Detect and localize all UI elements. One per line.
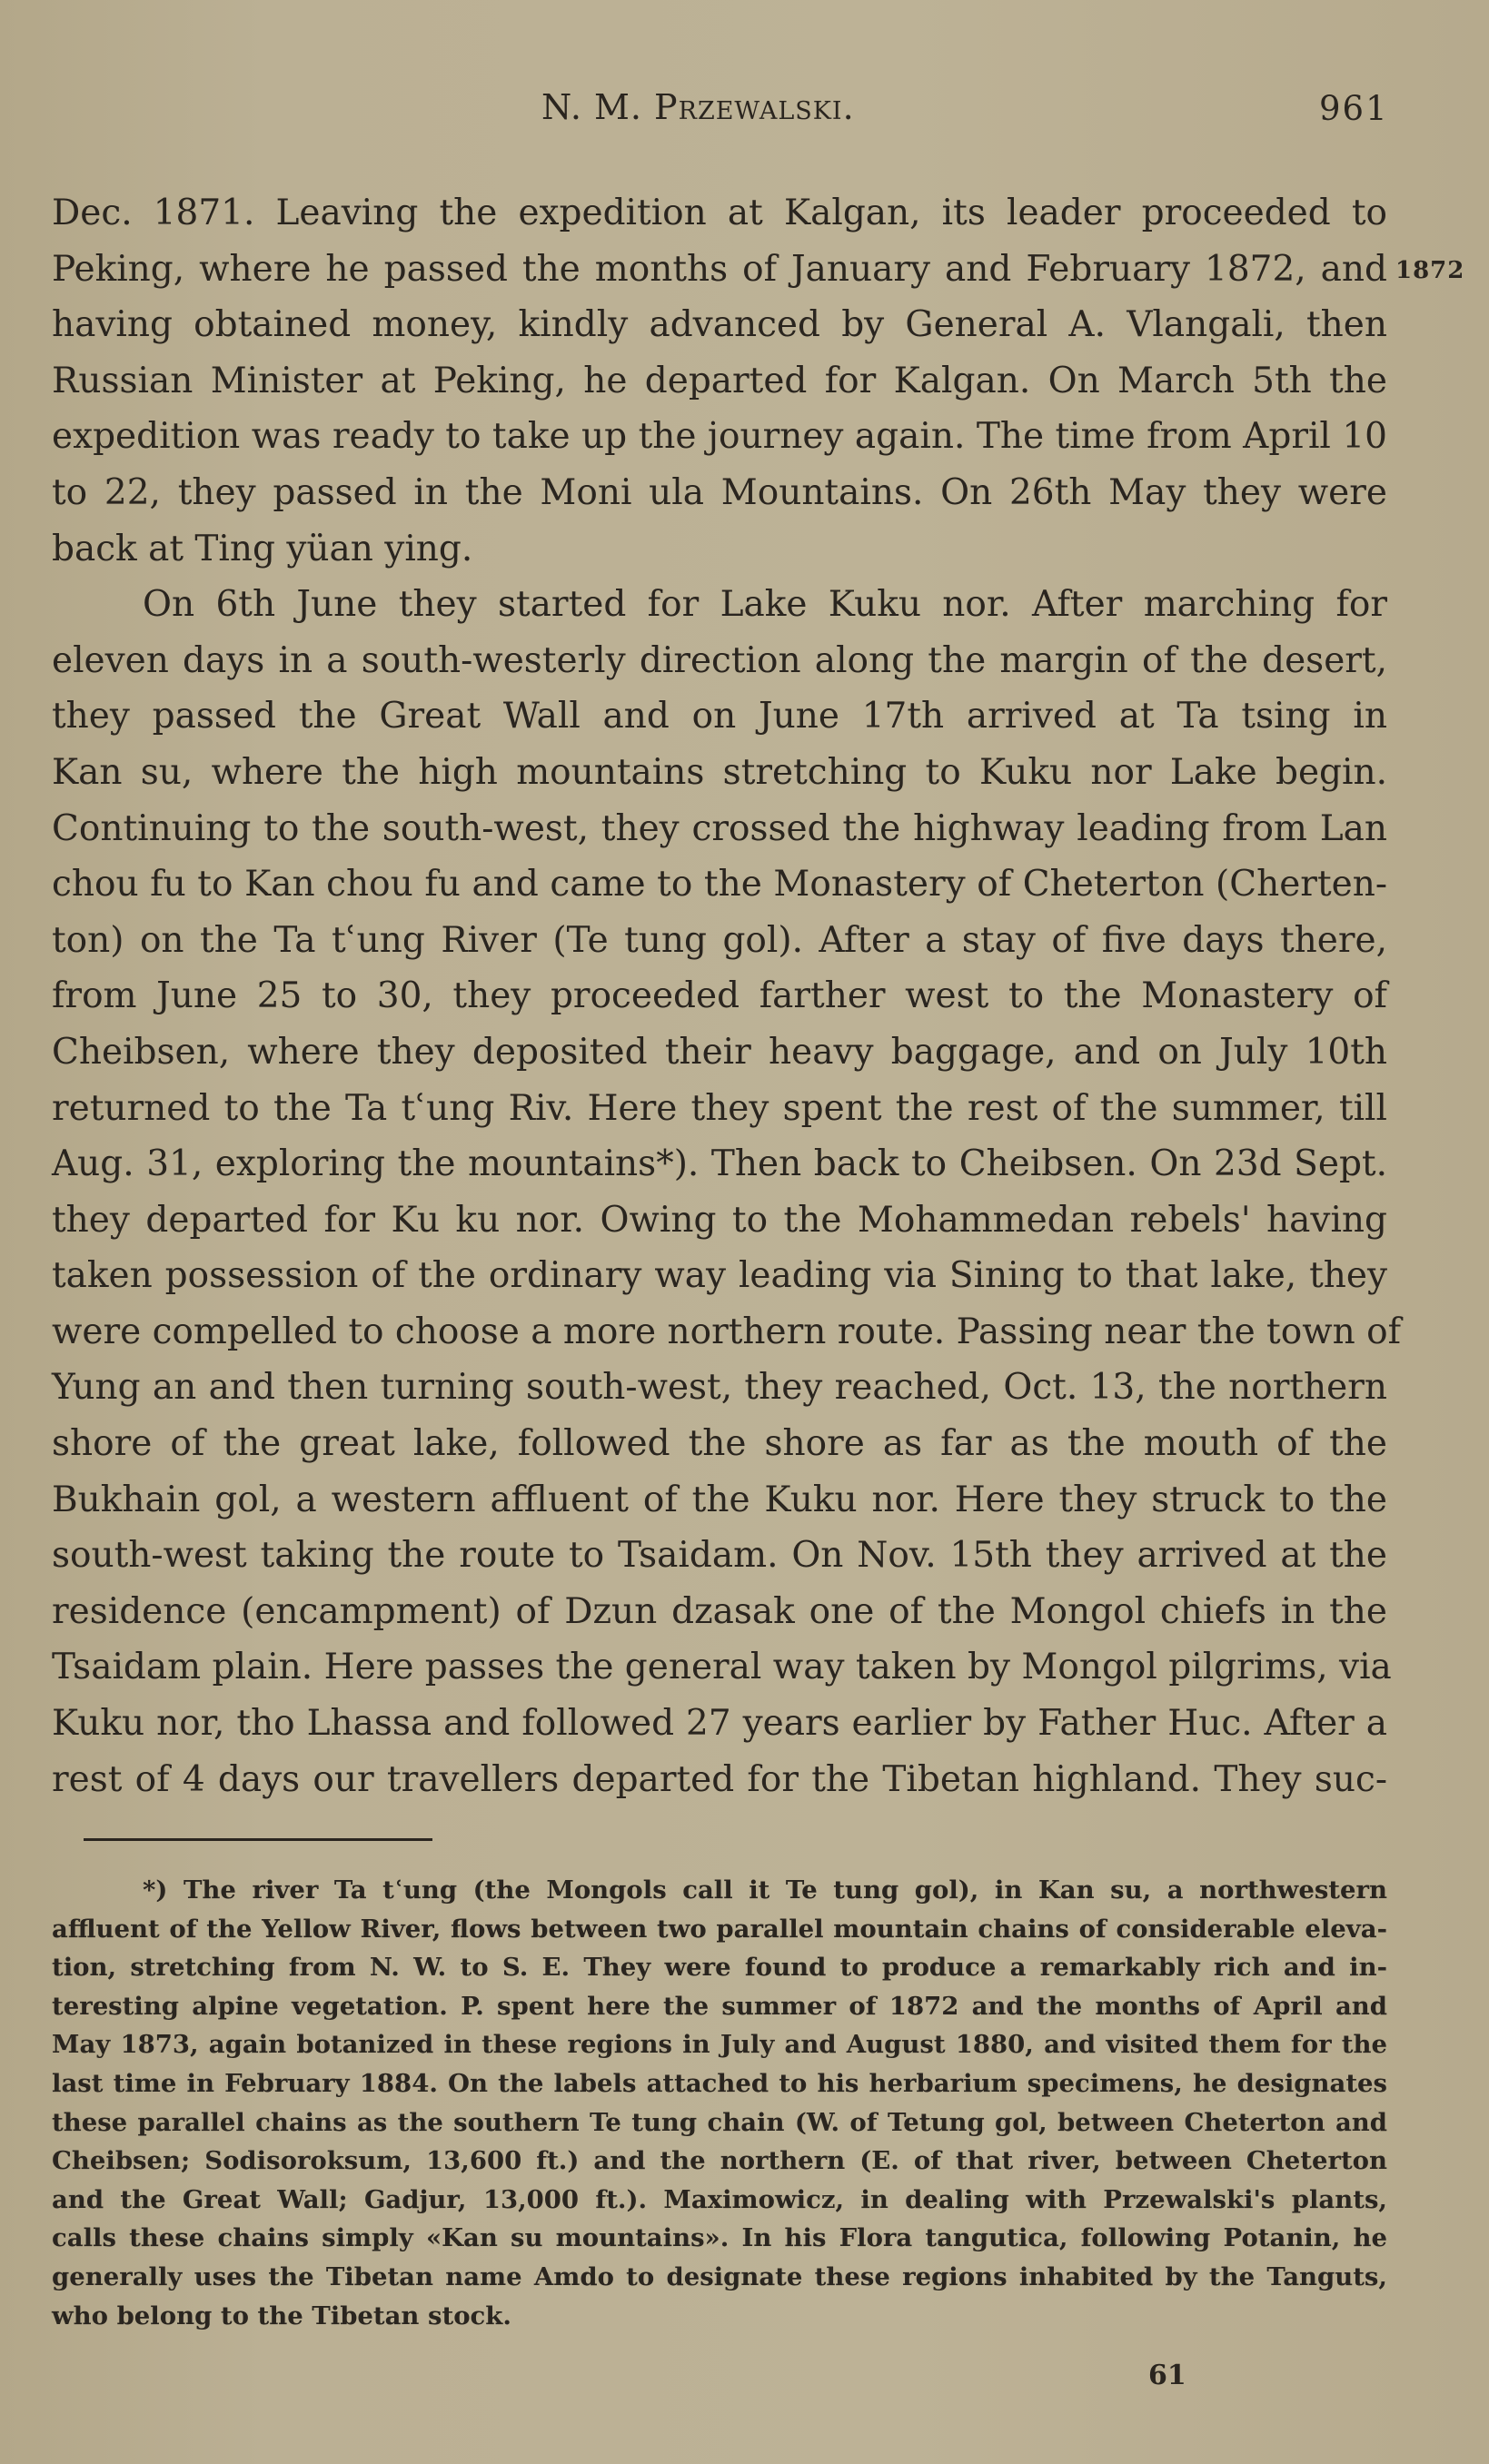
- text-line: Russian Minister at Peking, he departed for Kalgan. On March 5th the: [52, 360, 1387, 401]
- footnote-line: teresting alpine vegetation. P. spent here the summer of 1872 and the months of April and: [52, 1991, 1387, 2021]
- footnote-line: these parallel chains as the southern Te tung chain (W. of Tetung gol, between Cheterton and: [52, 2107, 1387, 2137]
- page-number: 961: [1319, 89, 1389, 128]
- header-author: N. M. Przewalski.: [541, 87, 855, 127]
- footnote-divider: [84, 1838, 432, 1841]
- text-line: returned to the Ta tʿung Riv. Here they spent the rest of the summer, till: [52, 1087, 1387, 1129]
- main-text: [52, 185, 1402, 1807]
- text-line: Peking, where he passed the months of January and February 1872, and: [52, 248, 1387, 290]
- printer-signature: 61: [1148, 2360, 1186, 2391]
- text-line: shore of the great lake, followed the shore as far as the mouth of the: [52, 1423, 1387, 1465]
- text-line: south-west taking the route to Tsaidam. On Nov. 15th they arrived at the: [52, 1535, 1387, 1577]
- text-line: Yung an and then turning south-west, they reached, Oct. 13, the northern: [52, 1367, 1387, 1409]
- footnote-line: who belong to the Tibetan stock.: [52, 2301, 511, 2330]
- footnote-line: generally uses the Tibetan name Amdo to designate these regions inhabited by the Tanguts,: [52, 2261, 1387, 2291]
- text-line: they passed the Great Wall and on June 17th arrived at Ta tsing in: [52, 696, 1387, 737]
- text-line: Dec. 1871. Leaving the expedition at Kalgan, its leader proceeded to: [52, 193, 1387, 233]
- footnote-line: *) The river Ta tʿung (the Mongols call it Te tung gol), in Kan su, a northwestern: [143, 1875, 1387, 1905]
- footnote-line: affluent of the Yellow River, flows between two parallel mountain chains of considerable eleva-: [52, 1914, 1387, 1944]
- footnote-line: May 1873, again botanized in these regions in July and August 1880, and visited them for the: [52, 2030, 1387, 2060]
- footnote: [52, 1871, 1387, 2335]
- text-line: ton) on the Ta tʿung River (Te tung gol). After a stay of five days there,: [52, 919, 1387, 961]
- text-line: expedition was ready to take up the journey again. The time from April 10: [52, 416, 1387, 458]
- text-line: chou fu to Kan chou fu and came to the Monastery of Cheterton (Cherten-: [52, 864, 1387, 905]
- text-line: residence (encampment) of Dzun dzasak one of the Mongol chiefs in the: [52, 1590, 1387, 1632]
- text-line: having obtained money, kindly advanced by General A. Vlangali, then: [52, 304, 1387, 346]
- text-line: Aug. 31, exploring the mountains*). Then back to Cheibsen. On 23d Sept.: [52, 1143, 1387, 1185]
- text-line: were compelled to choose a more northern route. Passing near the town of: [52, 1311, 1402, 1352]
- footnote-line: calls these chains simply «Kan su mountains». In his Flora tangutica, following Potanin, he: [52, 2223, 1387, 2253]
- text-line: Kan su, where the high mountains stretching to Kuku nor Lake begin.: [52, 751, 1387, 793]
- text-line: back at Ting yüan ying.: [52, 528, 473, 569]
- text-line: taken possession of the ordinary way leading via Sining to that lake, they: [52, 1255, 1387, 1297]
- text-line: Tsaidam plain. Here passes the general way taken by Mongol pilgrims, via: [52, 1647, 1392, 1688]
- footnote-line: last time in February 1884. On the labels attached to his herbarium specimens, he designates: [52, 2068, 1387, 2098]
- footnote-line: Cheibsen; Sodisoroksum, 13,600 ft.) and the northern (E. of that river, between Cheterton: [52, 2146, 1387, 2176]
- text-line: eleven days in a south-westerly direction along the margin of the desert,: [52, 639, 1387, 681]
- running-header: [0, 87, 1489, 142]
- footnote-line: and the Great Wall; Gadjur, 13,000 ft.). Maximowicz, in dealing with Przewalski's plants,: [52, 2184, 1387, 2214]
- text-line: to 22, they passed in the Moni ula Mountains. On 26th May they were: [52, 471, 1387, 513]
- text-line: from June 25 to 30, they proceeded farther west to the Monastery of: [52, 975, 1387, 1017]
- text-line: On 6th June they started for Lake Kuku nor. After marching for: [143, 584, 1387, 626]
- margin-year-note: 1872: [1395, 257, 1465, 284]
- text-line: Cheibsen, where they deposited their heavy baggage, and on July 10th: [52, 1031, 1387, 1073]
- text-line: Kuku nor, tho Lhassa and followed 27 years earlier by Father Huc. After a: [52, 1703, 1387, 1745]
- text-line: Continuing to the south-west, they crossed the highway leading from Lan: [52, 807, 1387, 849]
- text-line: they departed for Ku ku nor. Owing to the Mohammedan rebels' having: [52, 1199, 1387, 1241]
- footnote-line: tion, stretching from N. W. to S. E. They were found to produce a remarkably rich and in-: [52, 1953, 1387, 1983]
- text-line: rest of 4 days our travellers departed for the Tibetan highland. They suc-: [52, 1758, 1387, 1800]
- text-line: Bukhain gol, a western affluent of the Kuku nor. Here they struck to the: [52, 1479, 1387, 1520]
